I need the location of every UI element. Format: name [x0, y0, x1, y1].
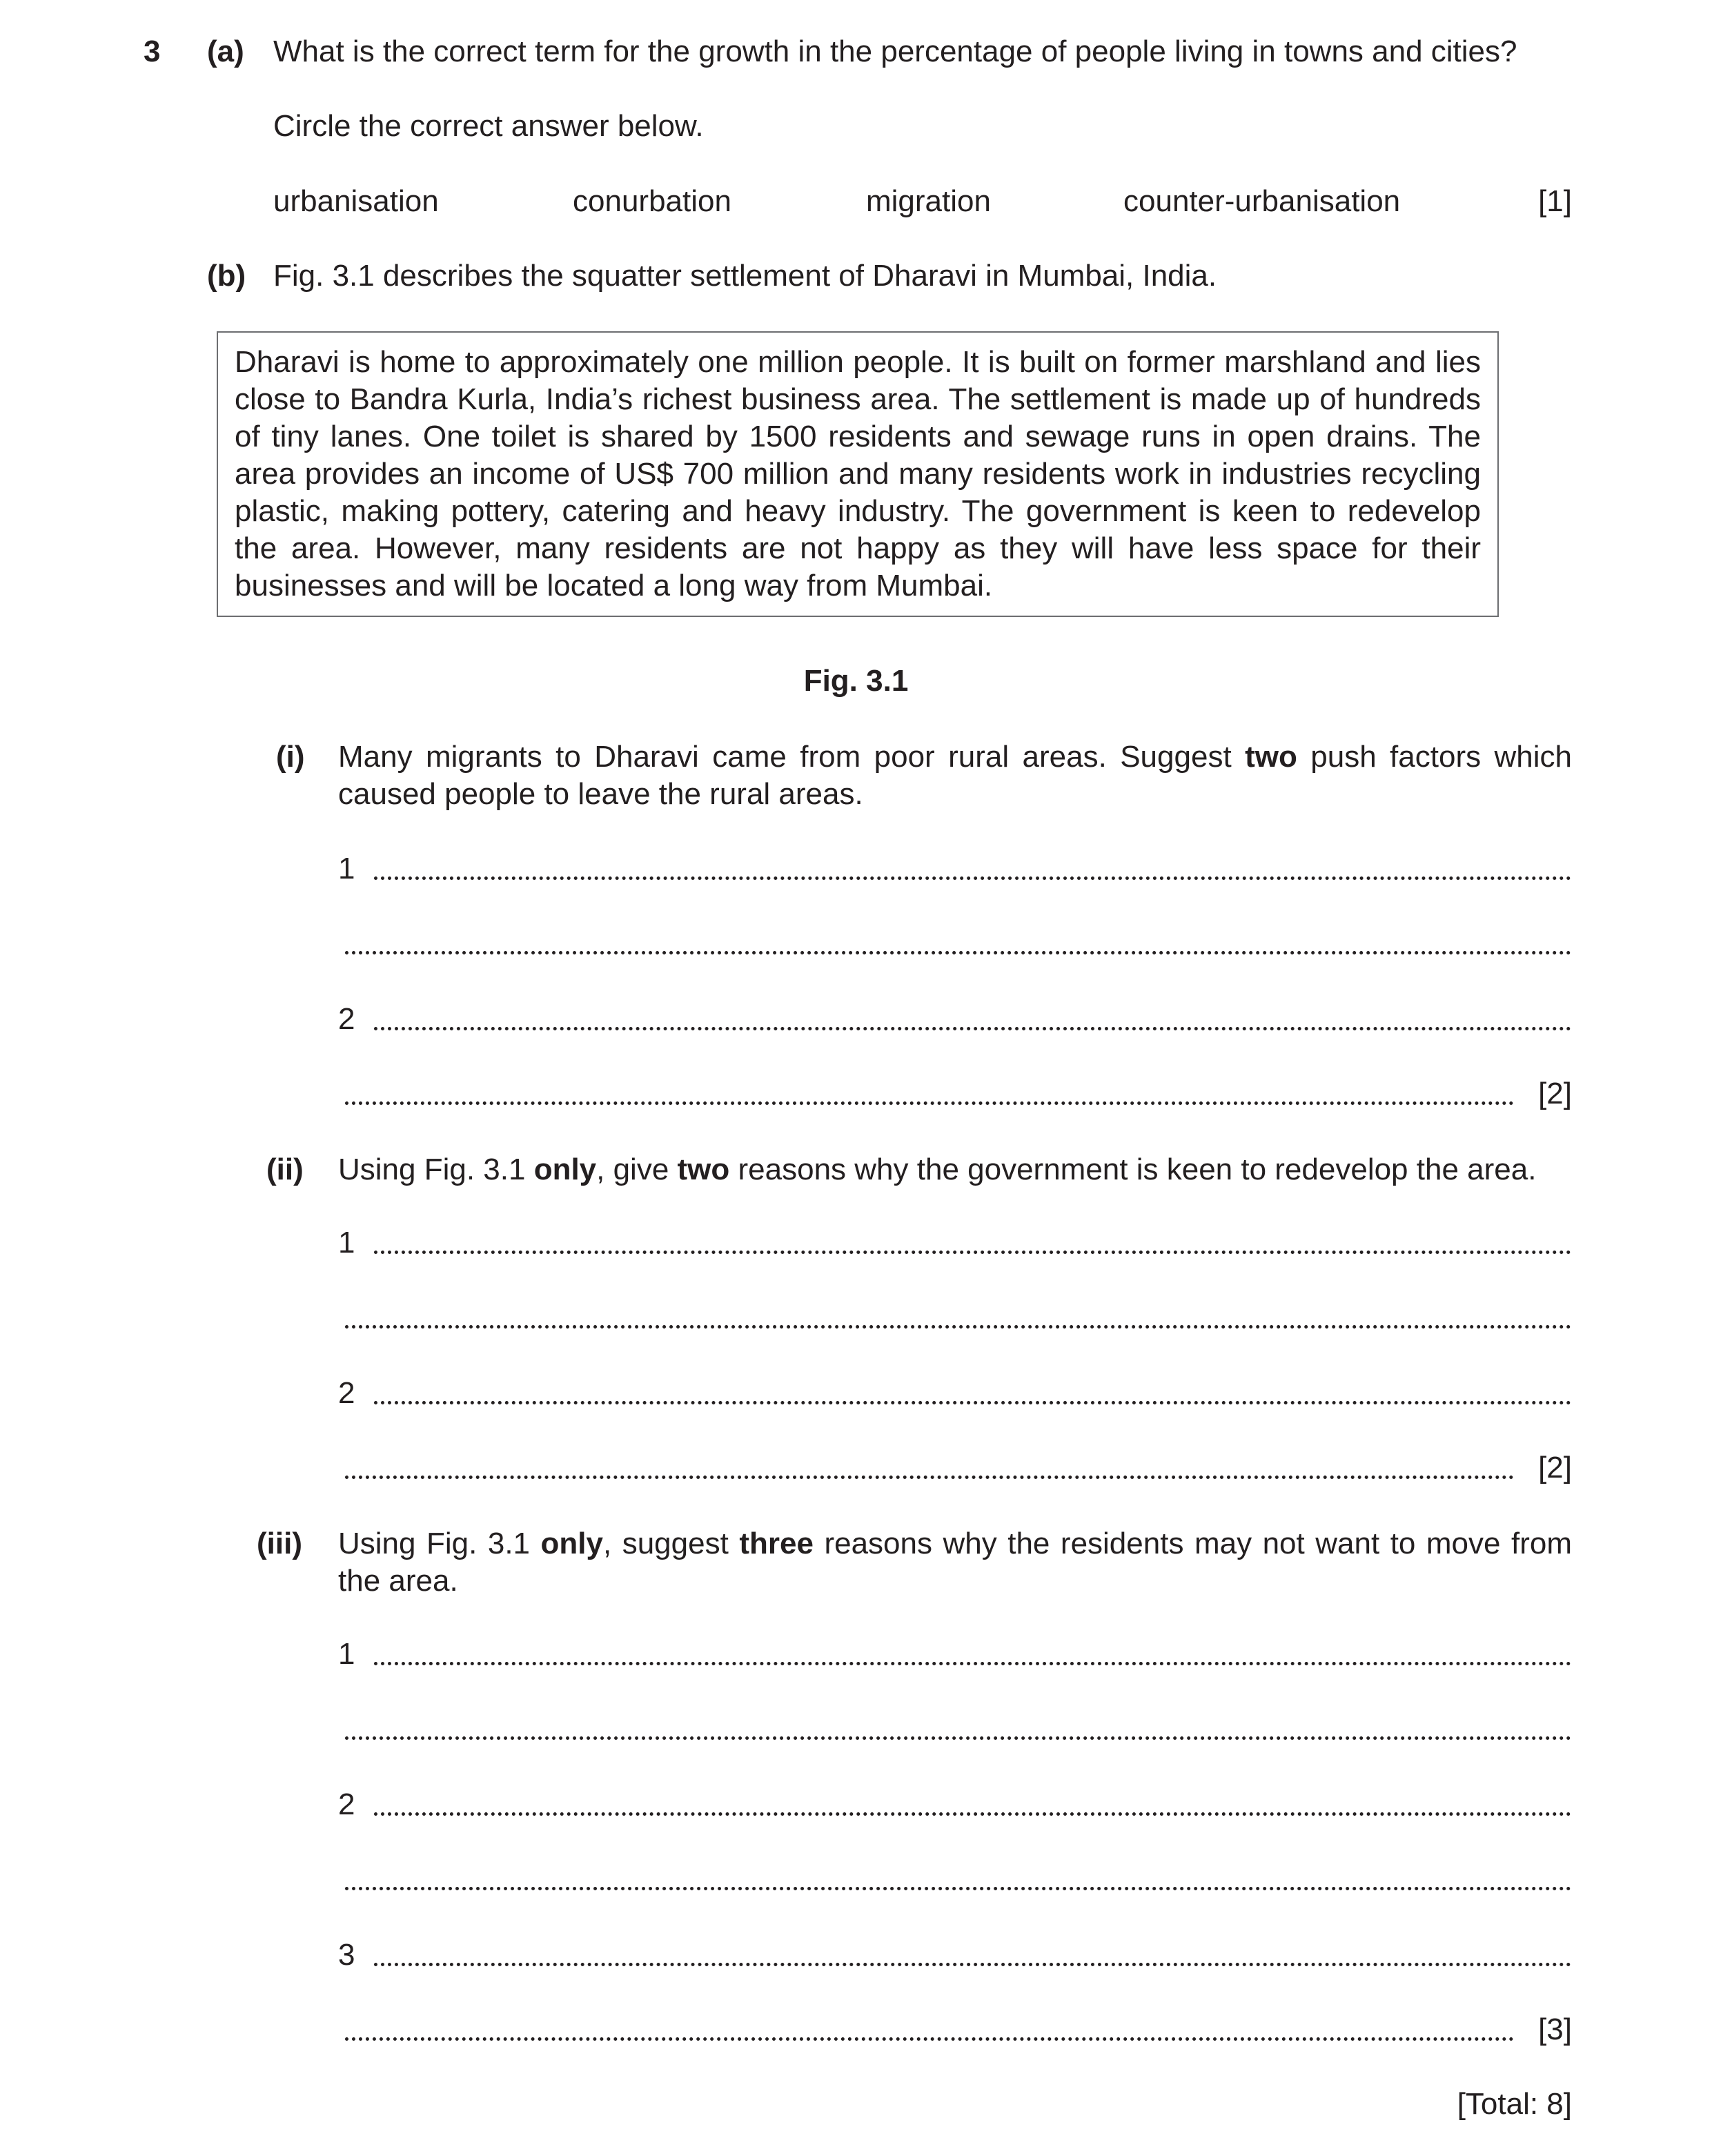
figure-3-1-text: Dharavi is home to approximately one million people. It is built on former marshland and lies close to Bandra Kurla, India’s richest business area. The settlement is made up of hundreds of tiny lanes. One toilet is shared by 1500 residents and sewage runs in open drains. The area provides an income of US$ 700 million and many residents work in industries recycling plastic, making pottery, catering and heavy industry. The government is keen to redevelop the area. However, many residents are not happy as they will have less space for their businesses and will be located a long way from Mumbai.: [235, 345, 1481, 602]
answer-number: 3: [338, 1938, 355, 1972]
answer-line-iii-3a[interactable]: [374, 1963, 1571, 1966]
figure-3-1-box: [217, 331, 1499, 617]
part-b-i-marks: [2]: [1538, 1077, 1572, 1110]
answer-line-i-2b[interactable]: [345, 1101, 1514, 1105]
answer-line-i-1b[interactable]: [345, 951, 1571, 954]
part-b-i-label: (i): [276, 740, 305, 774]
answer-number: 1: [338, 852, 355, 885]
answer-number: 2: [338, 1787, 355, 1821]
answer-line-iii-1b[interactable]: [345, 1736, 1571, 1740]
part-b-intro: Fig. 3.1 describes the squatter settlement of Dharavi in Mumbai, India.: [273, 259, 1217, 293]
part-a-label: (a): [207, 35, 244, 68]
answer-line-ii-1a[interactable]: [374, 1251, 1571, 1254]
answer-line-iii-1a[interactable]: [374, 1662, 1571, 1665]
answer-line-i-1a[interactable]: [374, 876, 1571, 880]
answer-number: 2: [338, 1376, 355, 1410]
answer-line-i-2a[interactable]: [374, 1027, 1571, 1030]
part-a-question: What is the correct term for the growth in the percentage of people living in towns and cities?: [273, 35, 1517, 68]
answer-number: 1: [338, 1226, 355, 1260]
figure-caption: Fig. 3.1: [803, 664, 909, 698]
answer-line-ii-1b[interactable]: [345, 1325, 1571, 1329]
total-marks: [Total: 8]: [1457, 2087, 1572, 2121]
answer-line-iii-2b[interactable]: [345, 1887, 1571, 1890]
answer-line-iii-2a[interactable]: [374, 1812, 1571, 1816]
part-a-marks: [1]: [1538, 184, 1572, 218]
part-b-ii-label: (ii): [266, 1153, 304, 1186]
option-migration[interactable]: migration: [866, 184, 991, 218]
part-b-label: (b): [207, 259, 246, 293]
answer-line-ii-2b[interactable]: [345, 1476, 1514, 1479]
part-b-i-question: Many migrants to Dharavi came from poor rural areas. Suggest two push factors which caused people to leave the rural areas.: [338, 740, 1572, 811]
part-b-ii-question: Using Fig. 3.1 only, give two reasons why the government is keen to redevelop the area.: [338, 1153, 1537, 1186]
part-b-iii-marks: [3]: [1538, 2012, 1572, 2046]
option-conurbation[interactable]: conurbation: [573, 184, 731, 218]
part-b-iii-label: (iii): [257, 1527, 302, 1560]
answer-number: 2: [338, 1002, 355, 1036]
answer-line-ii-2a[interactable]: [374, 1401, 1571, 1404]
question-number: 3: [144, 35, 161, 68]
option-counter-urbanisation[interactable]: counter-urbanisation: [1123, 184, 1401, 218]
option-urbanisation[interactable]: urbanisation: [273, 184, 439, 218]
answer-number: 1: [338, 1637, 355, 1671]
part-a-instruction: Circle the correct answer below.: [273, 109, 704, 143]
answer-line-iii-3b[interactable]: [345, 2037, 1514, 2041]
part-b-ii-marks: [2]: [1538, 1451, 1572, 1484]
part-b-iii-question: Using Fig. 3.1 only, suggest three reasons why the residents may not want to move from the area.: [338, 1527, 1573, 1598]
